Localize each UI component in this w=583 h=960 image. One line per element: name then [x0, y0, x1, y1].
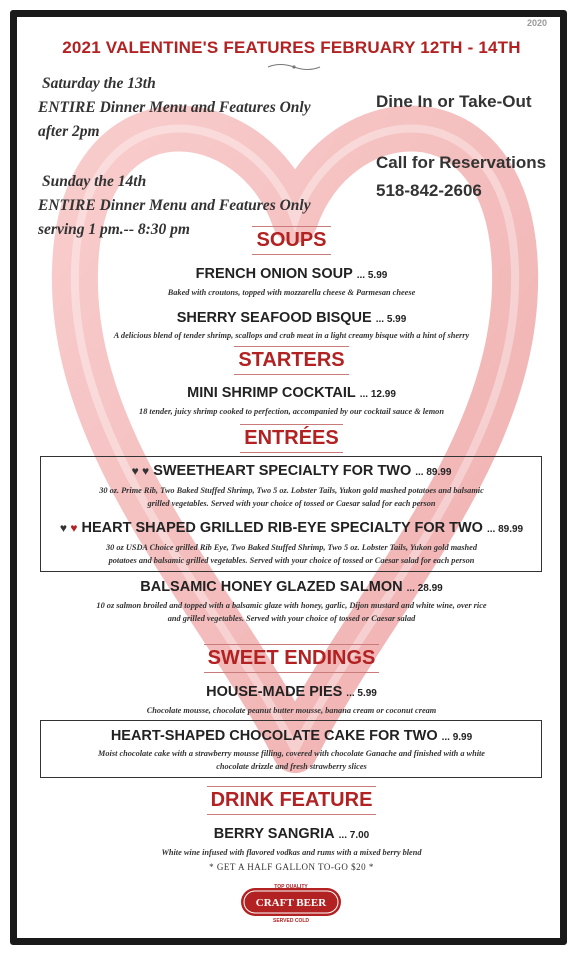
item-description-line: chocolate drizzle and fresh strawberry slices	[216, 762, 367, 771]
item-name: SHERRY SEAFOOD BISQUE	[176, 310, 372, 326]
section-starters-label: STARTERS	[234, 346, 348, 375]
item-description	[40, 484, 543, 510]
item-description	[40, 599, 543, 625]
item-price: ... 5.99	[375, 314, 407, 325]
item-price: ... 5.99	[356, 270, 388, 281]
section-starters	[0, 346, 583, 375]
item-description: 18 tender, juicy shrimp cooked to perfection, accompanied by our cocktail sauce & lemon	[139, 407, 444, 416]
item-description-line: 10 oz salmon broiled and topped with a balsamic glaze with honey, garlic, Dijon mustard and white wine, over rice	[96, 601, 487, 610]
item-sherry-seafood-bisque	[0, 310, 583, 326]
sunday-line2: serving 1 pm.-- 8:30 pm	[38, 221, 190, 238]
item-berry-sangria	[0, 826, 583, 842]
section-soups-label: SOUPS	[252, 226, 330, 255]
item-name: SWEETHEART SPECIALTY FOR TWO	[153, 463, 412, 479]
dine-in-takeout: Dine In or Take-Out	[376, 92, 532, 111]
section-entrees	[0, 424, 583, 453]
reservations-label: Call for Reservations	[376, 153, 547, 172]
item-french-onion-soup	[0, 266, 583, 282]
item-description	[40, 541, 543, 567]
item-description: White wine infused with flavored vodkas and rums with a mixed berry blend	[161, 848, 422, 857]
item-price: ... 9.99	[441, 732, 473, 743]
sunday-line1: ENTIRE Dinner Menu and Features Only	[38, 197, 311, 214]
saturday-line1: ENTIRE Dinner Menu and Features Only	[38, 99, 311, 116]
sunday-day: Sunday the 14th	[42, 173, 147, 190]
item-price: ... 89.99	[415, 467, 452, 478]
reservations-info	[376, 149, 546, 205]
item-name: HOUSE-MADE PIES	[206, 684, 343, 700]
section-soups	[0, 226, 583, 255]
year-mark: 2020	[526, 18, 547, 28]
item-description-line: potatoes and balsamic grilled vegetables. Served with your choice of tossed or Caesar salad for each person	[108, 556, 475, 565]
item-heart-chocolate-cake	[0, 728, 583, 744]
item-description-line: Moist chocolate cake with a strawberry mousse filling, covered with chocolate Ganache and finished with a white	[98, 749, 485, 758]
item-price: ... 28.99	[406, 583, 443, 594]
item-name: BERRY SANGRIA	[213, 826, 335, 842]
item-name: HEART SHAPED GRILLED RIB-EYE SPECIALTY FOR TWO	[81, 520, 483, 536]
item-name: BALSAMIC HONEY GLAZED SALMON	[140, 579, 403, 595]
item-price: ... 12.99	[359, 389, 396, 400]
item-price: ... 89.99	[486, 524, 524, 535]
item-price: ... 5.99	[346, 688, 377, 699]
section-drink-feature	[0, 786, 583, 815]
section-sweet-endings	[0, 644, 583, 673]
half-gallon-offer: * GET A HALF GALLON TO-GO $20 *	[209, 862, 374, 872]
item-description-line: 30 oz USDA Choice grilled Rib Eye, Two Baked Stuffed Shrimp, Two 5 oz. Lobster Tails, Yukon gold mashed	[106, 543, 477, 552]
item-description: Chocolate mousse, chocolate peanut butter mousse, banana cream or coconut cream	[146, 706, 437, 715]
section-drink-label: DRINK FEATURE	[207, 786, 377, 815]
item-house-made-pies	[0, 684, 583, 700]
item-description: Baked with croutons, topped with mozzarella cheese & Parmesan cheese	[167, 288, 416, 297]
saturday-day: Saturday the 13th	[42, 75, 156, 92]
item-description	[40, 747, 543, 773]
badge-top-text: TOP QUALITY	[274, 884, 308, 890]
item-description-line: 30 oz. Prime Rib, Two Baked Stuffed Shrimp, Two 5 oz. Lobster Tails, Yukon gold mashed potatoes and balsamic	[99, 486, 484, 495]
item-name: MINI SHRIMP COCKTAIL	[187, 385, 356, 401]
item-balsamic-salmon	[0, 579, 583, 595]
item-description-line: grilled vegetables. Served with your choice of tossed or Caesar salad for each person	[147, 499, 436, 508]
item-price: ... 7.00	[338, 830, 370, 841]
badge-main-text: CRAFT BEER	[255, 897, 327, 909]
section-entrees-label: ENTRÉES	[240, 424, 342, 453]
page-title: 2021 VALENTINE'S FEATURES FEBRUARY 12TH - 14TH	[62, 38, 521, 57]
item-name: FRENCH ONION SOUP	[195, 266, 353, 282]
item-mini-shrimp-cocktail	[0, 385, 583, 401]
item-description-line: and grilled vegetables. Served with your choice of tossed or Caesar salad	[167, 614, 416, 623]
flourish-icon	[266, 62, 322, 72]
badge-bottom-text: SERVED COLD	[272, 918, 310, 924]
item-heart-ribeye-specialty	[0, 520, 583, 536]
item-sweetheart-specialty	[0, 463, 583, 479]
item-description: A delicious blend of tender shrimp, scallops and crab meat in a light creamy bisque with a hint of sherry	[113, 331, 470, 340]
saturday-line2: after 2pm	[38, 123, 100, 140]
section-sweet-label: SWEET ENDINGS	[204, 644, 380, 673]
item-name: HEART-SHAPED CHOCOLATE CAKE FOR TWO	[110, 728, 438, 744]
phone-number: 518-842-2606	[376, 181, 482, 200]
craft-beer-badge-icon	[238, 880, 344, 924]
hearts-icon: ♥ ♥	[59, 521, 78, 535]
saturday-schedule	[38, 72, 311, 144]
hearts-icon: ♥ ♥	[131, 464, 150, 478]
